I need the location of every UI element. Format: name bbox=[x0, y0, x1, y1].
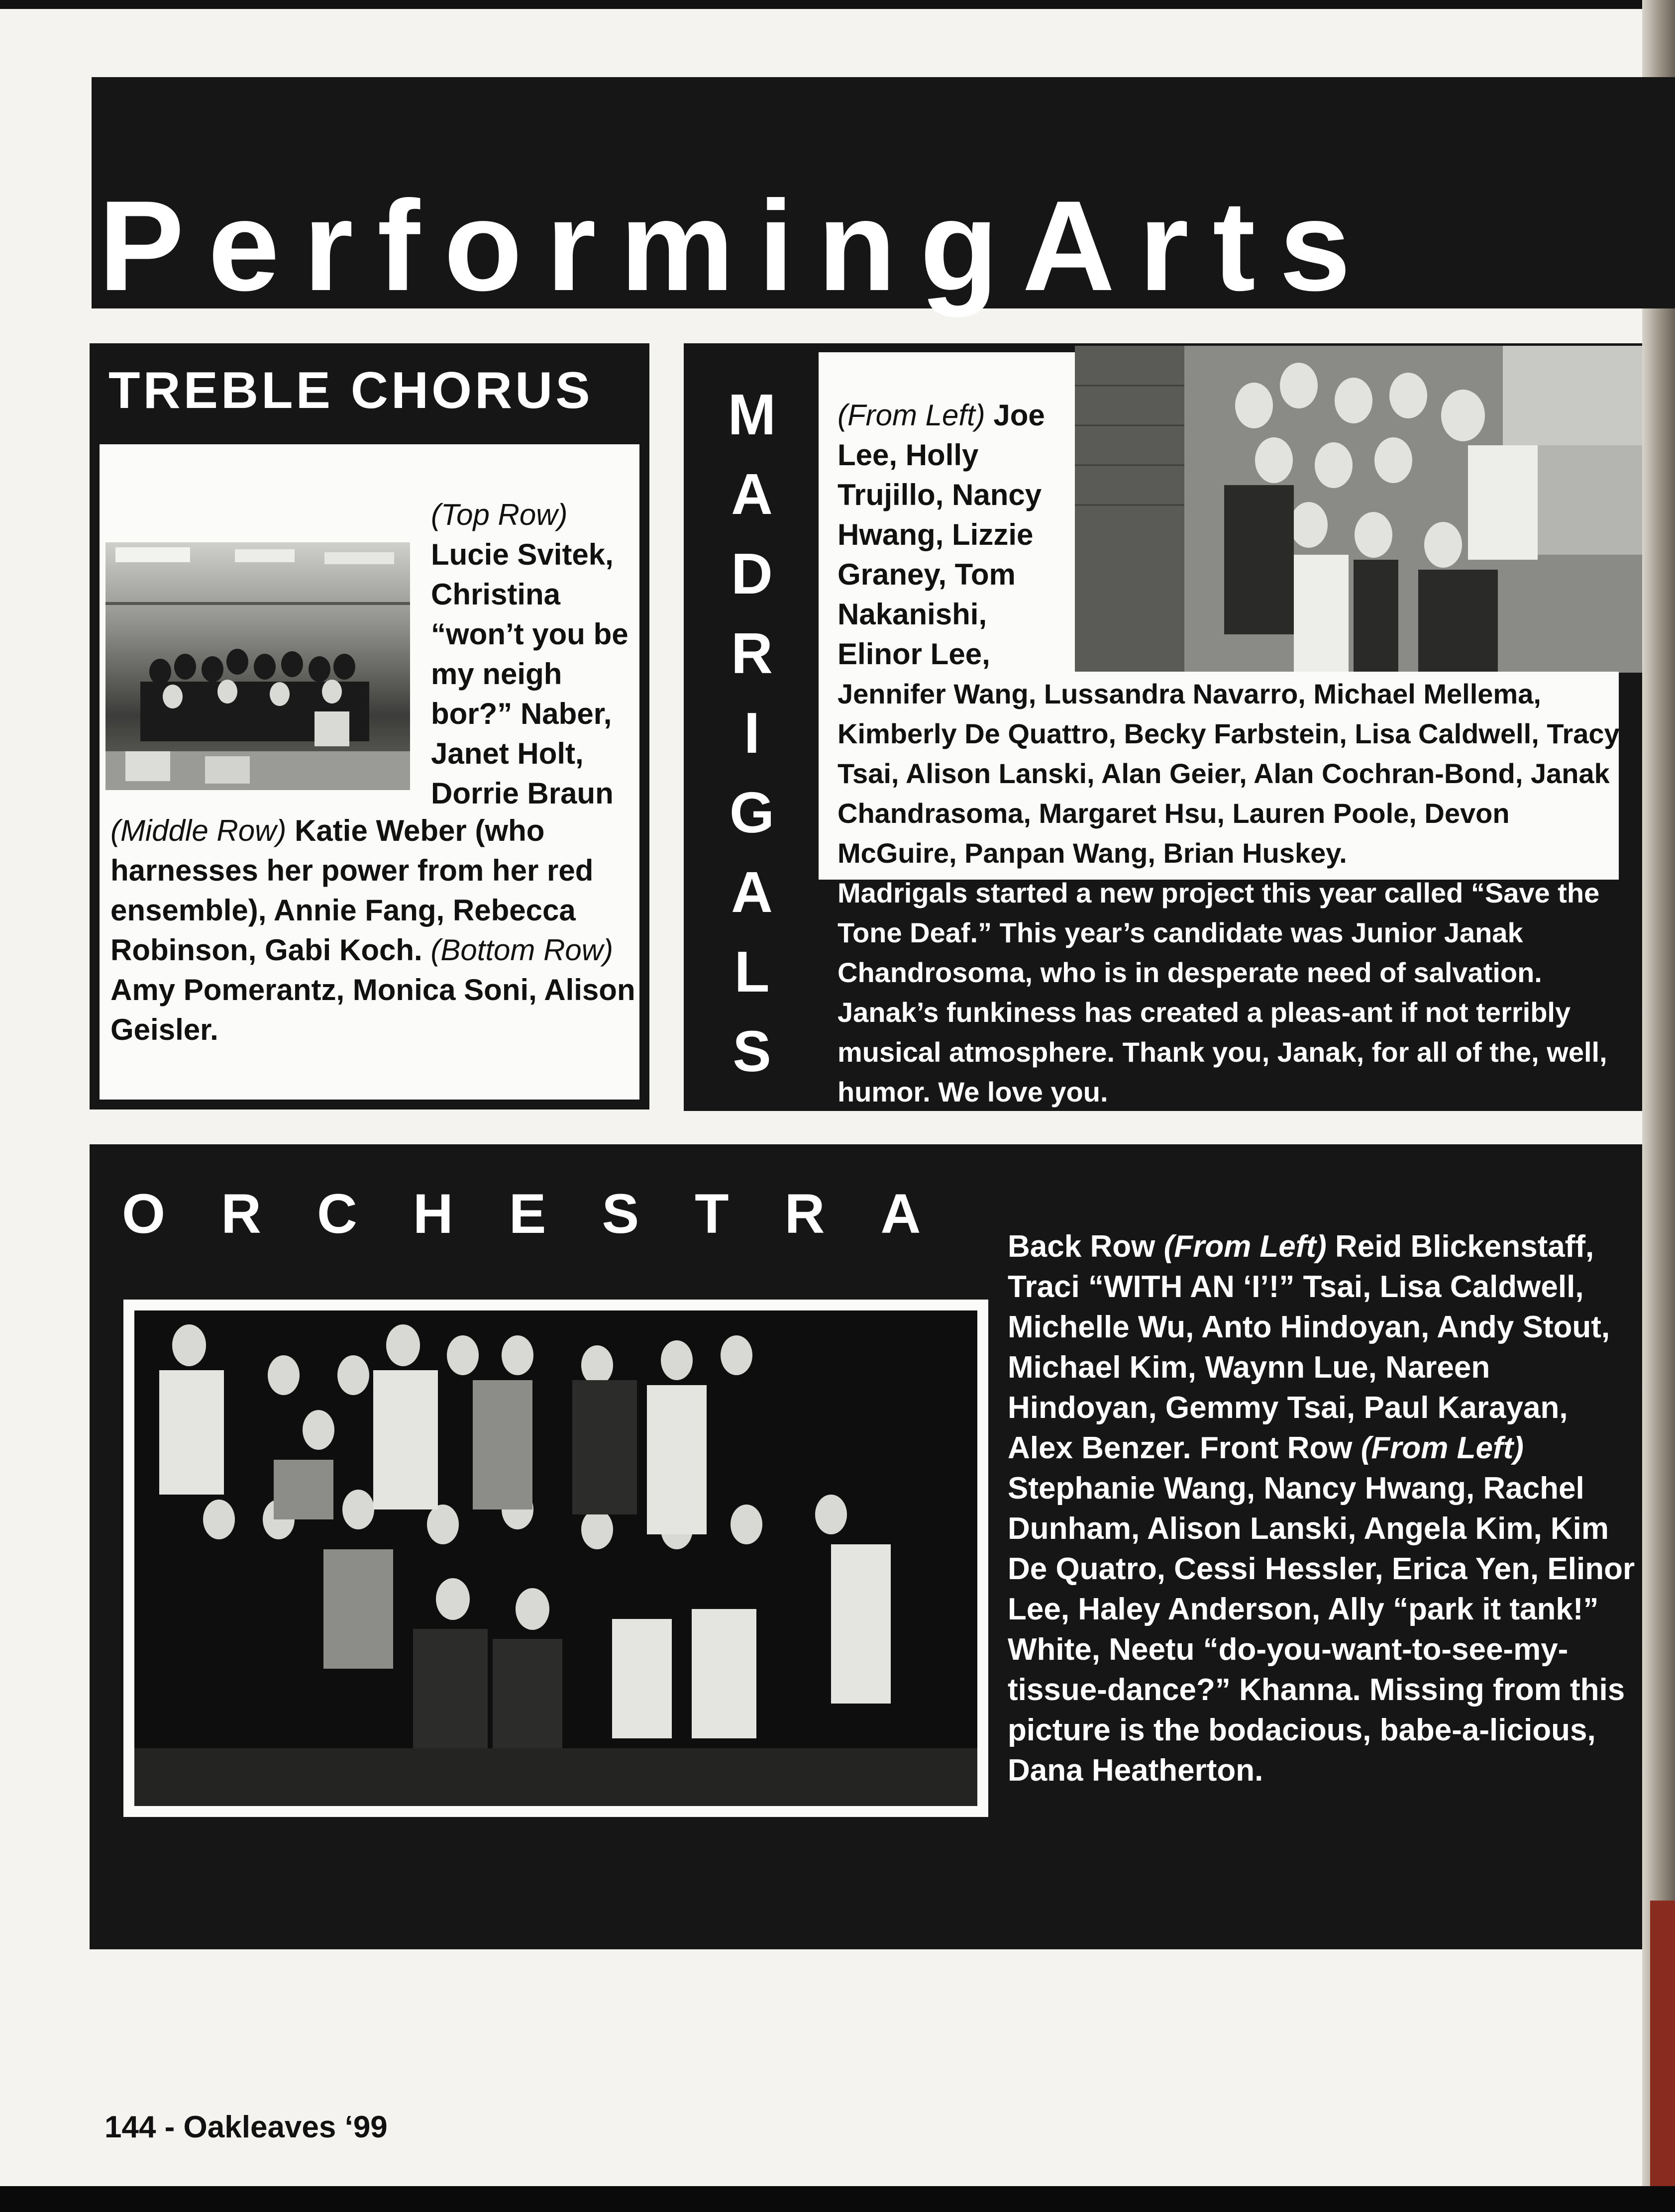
madrigals-from-left-label: (From Left) bbox=[838, 399, 985, 432]
bottom-row-label: (Bottom Row) bbox=[430, 933, 614, 967]
orchestra-front-from-left: (From Left) bbox=[1361, 1431, 1524, 1465]
madrigals-names-first: Joe Lee, Holly Trujillo, Nancy Hwang, Lizzie Graney, Tom Nakanishi, Elinor Lee, bbox=[838, 399, 1045, 671]
orchestra-photo bbox=[134, 1310, 977, 1806]
treble-chorus-photo bbox=[105, 542, 410, 790]
page-footer: 144 - Oakleaves ‘99 bbox=[105, 2110, 388, 2144]
madrigals-heading-letter: I bbox=[743, 701, 760, 765]
orchestra-back-from-left: (From Left) bbox=[1163, 1229, 1327, 1264]
madrigals-heading-letter: D bbox=[731, 541, 773, 606]
bottom-row-names: Amy Pomerantz, Monica Soni, Alison Geisler. bbox=[110, 973, 635, 1046]
madrigals-heading-letter: R bbox=[731, 621, 773, 686]
scan-edge-bottom bbox=[0, 2186, 1675, 2212]
madrigals-heading-letter: G bbox=[729, 780, 775, 845]
middle-row-names: Katie Weber (who harnesses her power from her red ensemble), Annie Fang, Rebecca Robinson, Gabi Koch. bbox=[110, 814, 594, 967]
scan-edge-top bbox=[0, 0, 1675, 9]
page-title: PerformingArts bbox=[99, 174, 1375, 317]
orchestra-back-row-names: Reid Blickenstaff, Traci “WITH AN ‘I’!” Tsai, Lisa Caldwell, Michelle Wu, Anto Hindoyan, Andy Stout, Michael Kim, Waynn Lue, Nareen Hindoyan, Gemmy Tsai, Paul Karayan, Alex Benzer. bbox=[1008, 1229, 1610, 1465]
orchestra-front-row-names: Stephanie Wang, Nancy Hwang, Rachel Dunham, Alison Lanski, Angela Kim, Kim De Quatro, Cessi Hessler, Erica Yen, Elinor Lee, Haley Anderson, Ally “park it tank!” White, Neetu “do-you-want-to-see-my-tissue-dance?” Khanna. Missing from this picture is the bodacious, babe-a-licious, Dana Heatherton. bbox=[1008, 1471, 1635, 1788]
madrigals-heading-letter: M bbox=[728, 382, 776, 447]
madrigals-photo bbox=[1075, 346, 1642, 673]
top-row-label: (Top Row) bbox=[431, 498, 568, 531]
madrigals-heading-letter: A bbox=[731, 462, 773, 526]
madrigals-heading-letter: A bbox=[731, 860, 773, 924]
title-banner bbox=[92, 77, 1675, 317]
scan-color-strip bbox=[1650, 1901, 1675, 2186]
treble-chorus-heading: TREBLE CHORUS bbox=[108, 362, 593, 419]
orchestra-caption bbox=[1008, 1226, 1637, 1791]
madrigals-heading-letter: S bbox=[733, 1019, 771, 1084]
middle-row-label: (Middle Row) bbox=[110, 814, 287, 847]
top-row-names: Lucie Svitek, Christina “won’t you be my neigh bor?” Naber, Janet Holt, Dorrie Braun bbox=[431, 538, 628, 810]
orchestra-heading: ORCHESTRA bbox=[122, 1183, 977, 1245]
scan-edge-right bbox=[1642, 0, 1675, 2212]
madrigals-description: Madrigals started a new project this year called “Save the Tone Deaf.” This year’s candidate was Junior Janak Chandrosoma, who is in desperate need of salvation. Janak’s funkiness has created a pleas-ant if not terribly musical atmosphere. Thank you, Janak, for all of the, well, humor. We love you. bbox=[838, 877, 1607, 1107]
orchestra-back-row-label: Back Row bbox=[1008, 1229, 1155, 1264]
treble-chorus-top-row bbox=[431, 495, 640, 813]
treble-chorus-other-rows bbox=[110, 811, 638, 1050]
madrigals-names-rest: Jennifer Wang, Lussandra Navarro, Michael Mellema, Kimberly De Quattro, Becky Farbstein, Lisa Caldwell, Tracy Tsai, Alison Lanski, Alan Geier, Alan Cochran-Bond, Janak Chandrasoma, Margaret Hsu, Lauren Poole, Devon McGuire, Panpan Wang, Brian Huskey. bbox=[838, 678, 1620, 869]
madrigals-heading-letter: L bbox=[734, 939, 770, 1004]
madrigals-names-top bbox=[838, 396, 1066, 674]
orchestra-front-row-label: Front Row bbox=[1199, 1431, 1353, 1465]
